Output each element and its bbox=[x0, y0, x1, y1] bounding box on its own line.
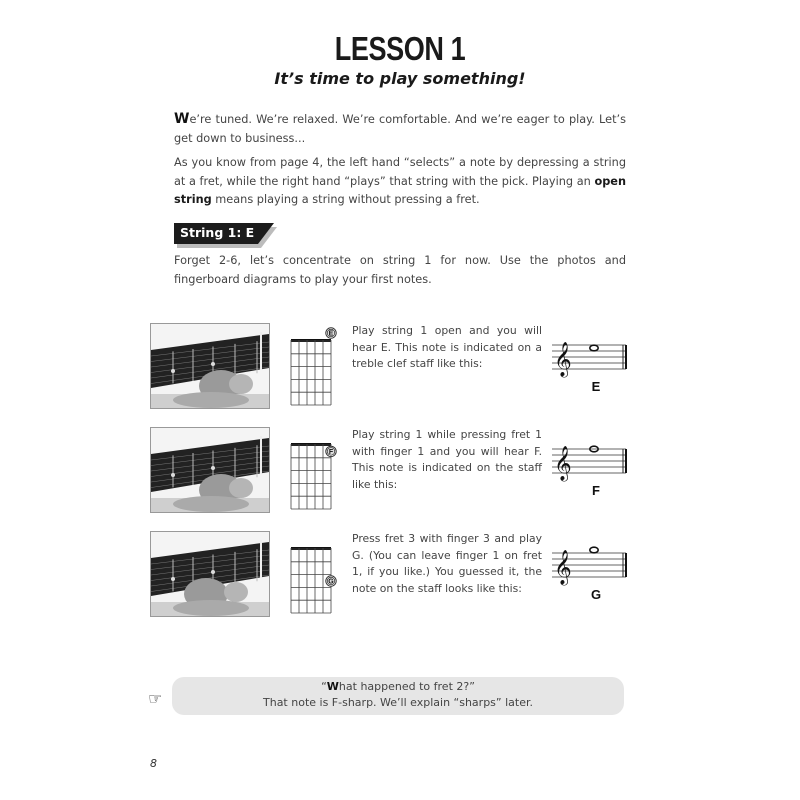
tip-answer: That note is F-sharp. We’ll explain “sharps” later. bbox=[263, 696, 533, 709]
fretboard-diagram bbox=[290, 330, 342, 407]
note-description: Play string 1 open and you will hear E. This note is indicated on a treble clef staff like this: bbox=[352, 324, 542, 370]
treble-clef-icon: 𝄞 bbox=[554, 446, 572, 481]
treble-staff bbox=[552, 335, 632, 379]
guitar-photo bbox=[150, 531, 270, 617]
intro-paragraph-1: We’re tuned. We’re relaxed. We’re comfortable. And we’re eager to play. Let’s get down to business... bbox=[174, 111, 626, 145]
note-name-label: G bbox=[590, 587, 602, 602]
note-row bbox=[150, 427, 630, 517]
finger-marker-g bbox=[326, 576, 336, 586]
finger-marker-f bbox=[326, 446, 336, 456]
note-description: Press fret 3 with finger 3 and play G. (You can leave finger 1 on fret 1, if you like.) You guessed it, the note on the staff looks like this: bbox=[352, 532, 542, 595]
note-name-label: F bbox=[592, 483, 600, 498]
intro-paragraph-2: As you know from page 4, the left hand “selects” a note by depressing a string at a fret, while the right hand “plays” that string with the pick. Playing an open string means playing a string without pressing a fret. bbox=[174, 156, 626, 206]
lesson-subtitle: It’s time to play something! bbox=[274, 69, 526, 88]
note-row bbox=[150, 531, 630, 621]
guitar-photo bbox=[150, 427, 270, 513]
note-row bbox=[150, 323, 630, 413]
svg-text:F: F bbox=[328, 449, 334, 456]
page-number: 8 bbox=[150, 757, 157, 770]
treble-clef-icon: 𝄞 bbox=[554, 342, 572, 377]
pointing-hand-icon: ☞ bbox=[148, 689, 163, 708]
note-description: Play string 1 while pressing fret 1 with finger 1 and you will hear F. This note is indicated on the staff like this: bbox=[352, 428, 542, 491]
lesson-title: LESSON 1 bbox=[334, 30, 466, 67]
tip-question: “What happened to fret 2?” bbox=[321, 680, 475, 693]
section-paragraph: Forget 2-6, let’s concentrate on string 1 for now. Use the photos and fingerboard diagrams to play your first notes. bbox=[174, 254, 626, 286]
tip-box bbox=[172, 677, 624, 715]
fretboard-diagram bbox=[290, 439, 342, 511]
treble-clef-icon: 𝄞 bbox=[554, 550, 572, 585]
svg-text:E: E bbox=[328, 330, 334, 338]
fretboard-diagram bbox=[290, 543, 342, 615]
open-string-term: open string bbox=[174, 174, 626, 206]
svg-text:G: G bbox=[328, 578, 334, 586]
section-heading bbox=[174, 223, 274, 244]
note-name-label: E bbox=[591, 379, 601, 394]
dropcap: W bbox=[174, 111, 190, 127]
treble-staff bbox=[552, 439, 632, 483]
guitar-photo bbox=[150, 323, 270, 409]
whole-note bbox=[590, 345, 598, 351]
finger-marker-e bbox=[326, 328, 336, 338]
section-heading-label: String 1: E bbox=[180, 225, 255, 240]
whole-note bbox=[590, 547, 598, 553]
treble-staff bbox=[552, 543, 632, 587]
